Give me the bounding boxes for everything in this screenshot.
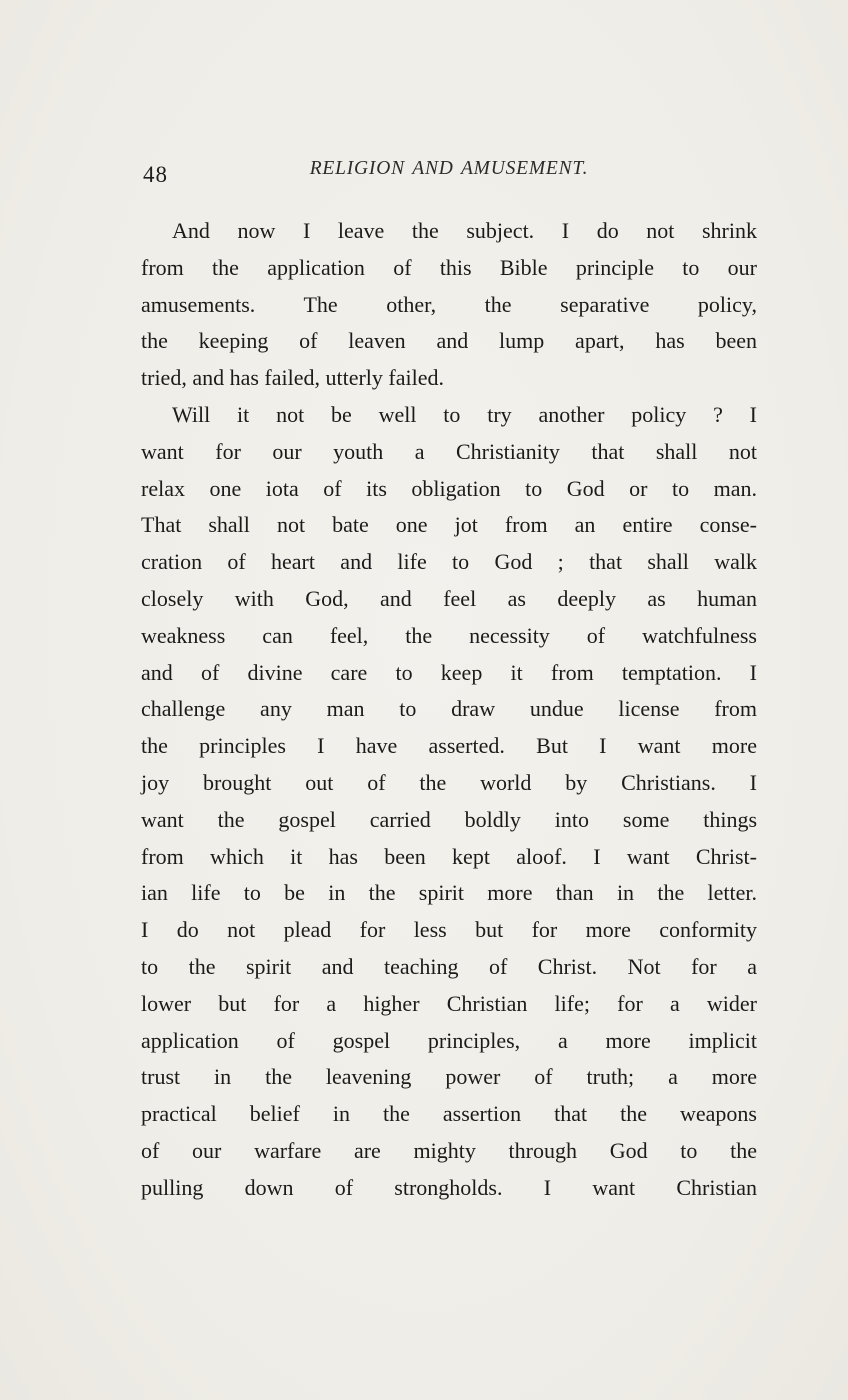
text-line: trust in the leavening power of truth; a more	[141, 1064, 757, 1090]
paragraph	[141, 397, 757, 1207]
text-line: relax one iota of its obligation to God or to man.	[141, 475, 757, 501]
text-line: want for our youth a Christianity that shall not	[141, 438, 757, 464]
text-line: the keeping of leaven and lump apart, has been	[141, 328, 757, 354]
text-line: from the application of this Bible principle to our	[141, 254, 757, 280]
page-number: 48	[143, 162, 168, 187]
text-line: joy brought out of the world by Christians. I	[141, 769, 757, 795]
paragraph	[141, 213, 757, 397]
text-line: Will it not be well to try another policy ? I	[172, 401, 757, 427]
text-line: from which it has been kept aloof. I want Christ-	[141, 843, 757, 869]
text-line: want the gospel carried boldly into some things	[141, 806, 757, 832]
text-line: and of divine care to keep it from temptation. I	[141, 659, 757, 685]
page-header	[141, 158, 757, 186]
text-line: amusements. The other, the separative policy,	[141, 291, 757, 317]
text-line: And now I leave the subject. I do not shrink	[172, 218, 757, 243]
text-line: challenge any man to draw undue license from	[141, 696, 757, 722]
text-line: to the spirit and teaching of Christ. Not for a	[141, 953, 757, 979]
text-line: lower but for a higher Christian life; for a wider	[141, 990, 757, 1016]
text-line: weakness can feel, the necessity of watchfulness	[141, 622, 757, 648]
text-line: tried, and has failed, utterly failed.	[141, 365, 444, 391]
text-line: ian life to be in the spirit more than in the letter.	[141, 880, 757, 906]
text-line: pulling down of strongholds. I want Christian	[141, 1174, 757, 1200]
text-line: I do not plead for less but for more conformity	[141, 917, 757, 943]
text-line: closely with God, and feel as deeply as human	[141, 585, 757, 611]
text-line: the principles I have asserted. But I want more	[141, 733, 757, 759]
text-line: cration of heart and life to God ; that shall walk	[141, 549, 757, 575]
text-line: of our warfare are mighty through God to the	[141, 1137, 757, 1163]
text-line: application of gospel principles, a more implicit	[141, 1027, 757, 1053]
text-line: practical belief in the assertion that the weapons	[141, 1101, 757, 1127]
page-body	[141, 213, 757, 1207]
text-line: That shall not bate one jot from an entire conse-	[141, 512, 757, 538]
running-header: RELIGION AND AMUSEMENT.	[309, 158, 589, 179]
